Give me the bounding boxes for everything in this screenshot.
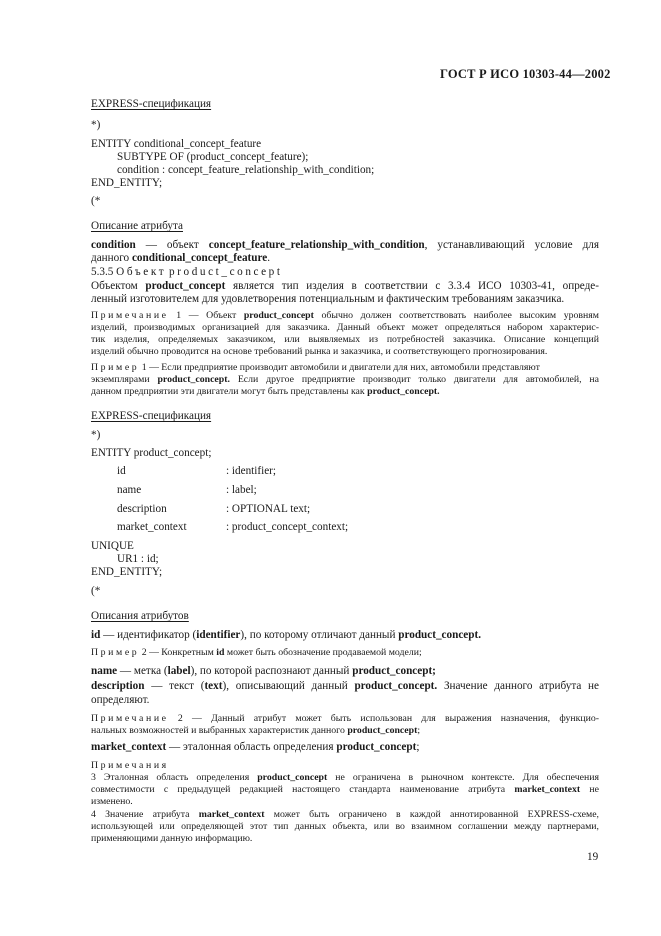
note-line: совместимости с предыдущей редакцией настоящего стандарта наименование атрибута market_context не — [91, 784, 599, 795]
attribute-name: name — [117, 484, 142, 496]
code-line: END_ENTITY; — [91, 566, 163, 578]
comment-open: *) — [91, 429, 101, 441]
code-line: UNIQUE — [91, 540, 134, 552]
note-line: 4 Значение атрибута market_context может быть ограничено в каждой аннотированной EXPRESS-схеме, — [91, 809, 599, 820]
express-spec-heading: EXPRESS-спецификация — [91, 98, 212, 110]
description-description: description — текст (text), описывающий данный product_concept. Значение данного атрибута не — [91, 680, 600, 692]
condition-description-line: condition — объект concept_feature_relationship_with_condition, устанавливающий условие для — [91, 239, 599, 251]
condition-description-line: данного conditional_concept_feature. — [91, 252, 271, 264]
comment-close: (* — [91, 585, 101, 597]
code-line: UR1 : id; — [117, 553, 159, 565]
note-line: использующей или определяющей этот тип данных объекта, или во взаимном соглашении между партнерами, — [91, 821, 599, 832]
attribute-name: market_context — [117, 521, 187, 533]
example-line: Пример 1 — Если предприятие производит автомобили и двигатели для них, автомобили представляют — [91, 362, 540, 373]
note-line: Примечание 2 — Данный атрибут может быть использован для выражения назначения, функцио- — [91, 713, 599, 724]
attribute-type: : label; — [226, 484, 257, 496]
attributes-description-heading: Описания атрибутов — [91, 610, 189, 622]
paragraph-line: Объектом product_concept является тип изделия в соответствии с 3.3.4 ИСО 10303-41, опреде- — [91, 280, 599, 292]
express-spec-heading: EXPRESS-спецификация — [91, 410, 212, 422]
example-line: данном предприятии эти двигатели могут быть представлены как product_concept. — [91, 386, 440, 397]
code-line: END_ENTITY; — [91, 177, 163, 189]
id-description: id — идентификатор (identifier), по которому отличают данный product_concept. — [91, 629, 481, 641]
name-description: name — метка (label), по которой распознают данный product_concept; — [91, 665, 436, 677]
note-line: Примечание 1 — Объект product_concept обычно должен соответствовать наиболее высоким уровням — [91, 310, 599, 321]
code-line: SUBTYPE OF (product_concept_feature); — [117, 151, 309, 163]
standard-header: ГОСТ Р ИСО 10303-44—2002 — [440, 67, 611, 81]
attribute-name: id — [117, 465, 126, 477]
page-number: 19 — [587, 851, 599, 863]
attribute-description-heading: Описание атрибута — [91, 220, 183, 232]
comment-close: (* — [91, 195, 101, 207]
comment-open: *) — [91, 119, 101, 131]
note-line: тик изделия, определяемых заказчиком, или выявляемых из потребностей заказчика. Описание концепций — [91, 334, 599, 345]
code-line: condition : concept_feature_relationship_with_condition; — [117, 164, 375, 176]
attribute-type: : product_concept_context; — [226, 521, 349, 533]
attribute-type: : identifier; — [226, 465, 277, 477]
code-line: ENTITY conditional_concept_feature — [91, 138, 262, 150]
note-line: применяющими данную информацию. — [91, 833, 253, 844]
example-line: экземплярами product_concept. Если другое предприятие производит только двигатели для автомобилей, на — [91, 374, 600, 385]
paragraph-line: ленный изготовителем для удовлетворения потенциальным и фактическим требованиям заказчика. — [91, 293, 565, 305]
note-line: 3 Эталонная область определения product_concept не ограничена в рыночном контексте. Для обеспечения — [91, 772, 599, 783]
example-line: Пример 2 — Конкретным id может быть обозначение продаваемой модели; — [91, 647, 422, 658]
attribute-name: description — [117, 503, 167, 515]
notes-label: Примечания — [91, 760, 169, 771]
note-line: нальных возможностей и выбранных характеристик данного product_concept; — [91, 725, 421, 736]
note-line: изменено. — [91, 796, 133, 807]
attribute-type: : OPTIONAL text; — [226, 503, 311, 515]
note-line: изделий, производимых организацией для заказчика. Данный объект может определяться набором характерис- — [91, 322, 599, 333]
section-heading: 5.3.5 Объект product_concept — [91, 266, 283, 278]
market-context-description: market_context — эталонная область определения product_concept; — [91, 741, 420, 753]
code-line: ENTITY product_concept; — [91, 447, 212, 459]
description-description: определяют. — [91, 694, 150, 706]
note-line: изделий обычно проводится на основе требований рынка и заказчика, и соответствующего прогнозирования. — [91, 346, 548, 357]
